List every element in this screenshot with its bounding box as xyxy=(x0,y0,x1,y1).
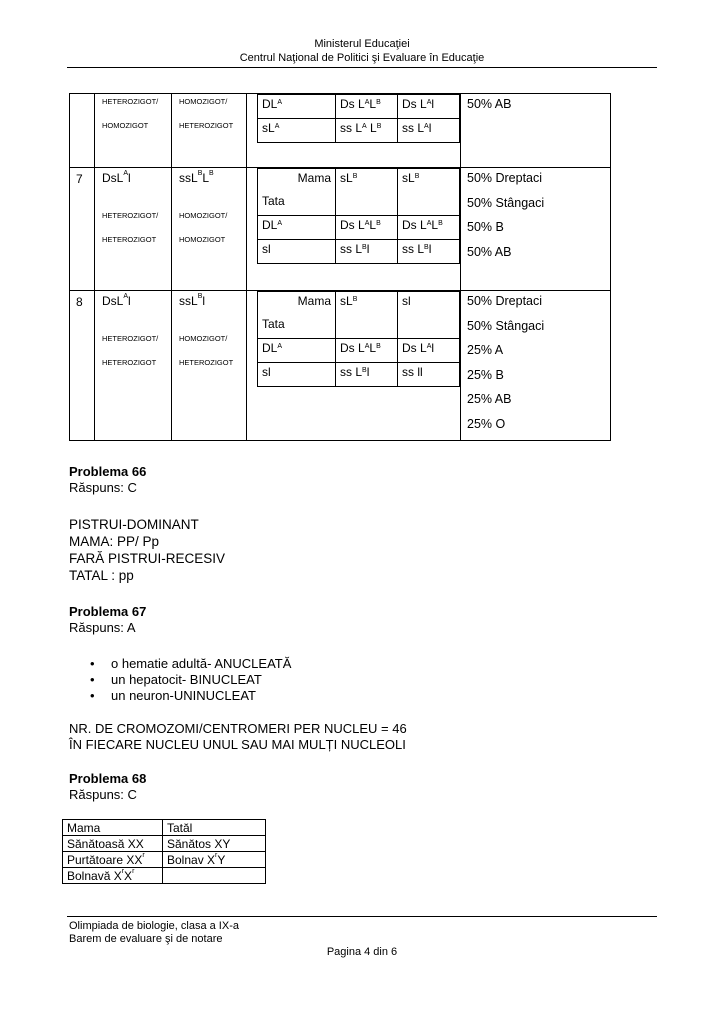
row-number xyxy=(70,291,95,441)
footer-barem: Barem de evaluare şi de notare xyxy=(69,933,223,945)
results-cell xyxy=(461,168,611,291)
result-line: 50% AB xyxy=(467,244,512,259)
zygosity-label: HOMOZIGOT/ xyxy=(179,97,228,106)
punnett-gamete-row: $DL^A$ xyxy=(258,95,336,119)
mother-genotype-cell xyxy=(95,168,172,291)
header-center: Centrul Naţional de Politici şi Evaluare în Educaţie xyxy=(239,52,485,64)
row-number-text: 7 xyxy=(76,172,83,186)
zygosity-label: HETEROZIGOT/ xyxy=(102,334,159,343)
footer-rule xyxy=(67,916,657,917)
punnett-offspring: Ds $L^Al$ xyxy=(398,339,460,363)
result-line: 50% Stângaci xyxy=(467,195,545,210)
result-line: 50% Dreptaci xyxy=(467,171,543,185)
zygosity-label: HETEROZIGOT/ xyxy=(102,97,159,106)
table-row xyxy=(70,94,611,168)
problem-67-line: ÎN FIECARE NUCLEU UNUL SAU MAI MULȚI NUCLEOLI xyxy=(69,737,406,752)
punnett-gamete-row: $DL^A$ xyxy=(258,339,336,363)
punnett-gamete-row: sl xyxy=(258,240,336,264)
table-cell: Bolnav $X^rY$ xyxy=(163,852,266,868)
footer-olympiad: Olimpiada de biologie, clasa a IX-a xyxy=(69,920,239,932)
zygosity-label: HOMOZIGOT/ xyxy=(179,334,228,343)
father-genotype: ssL$^B$l xyxy=(179,293,206,308)
punnett-square xyxy=(257,94,460,143)
problem-67-answer: Răspuns: A xyxy=(69,620,136,635)
zygosity-label: HETEROZIGOT xyxy=(102,235,157,244)
zygosity-label: HETEROZIGOT/ xyxy=(102,211,159,220)
punnett-square xyxy=(257,291,460,387)
punnett-corner xyxy=(258,292,336,339)
punnett-gamete-header: $sL^B$ xyxy=(398,169,460,216)
zygosity-label: HETEROZIGOT xyxy=(179,358,234,367)
mother-genotype-cell xyxy=(95,94,172,168)
mother-genotype: DsL$^A$l xyxy=(102,170,131,185)
results-cell xyxy=(461,94,611,168)
list-item: • un hepatocit- BINUCLEAT xyxy=(69,672,407,688)
mother-genotype-cell xyxy=(95,291,172,441)
result-line: 25% A xyxy=(467,343,504,357)
punnett-cell xyxy=(247,168,461,291)
punnett-tata-label: Tata xyxy=(262,194,285,208)
mother-genotype: DsL$^A$l xyxy=(102,293,131,308)
zygosity-label: HETEROZIGOT xyxy=(179,121,234,130)
zygosity-label: HOMOZIGOT xyxy=(179,235,226,244)
list-item: • un neuron-UNINUCLEAT xyxy=(69,688,407,704)
result-line: 50% B xyxy=(467,220,504,234)
table-header: Mama xyxy=(63,820,163,836)
punnett-offspring: ss $L^Al$ xyxy=(398,119,460,143)
header-ministry: Ministerul Educaţiei xyxy=(314,38,410,50)
punnett-gamete-row: $DL^A$ xyxy=(258,216,336,240)
result-line: 50% Dreptaci xyxy=(467,294,543,308)
problem-66-answer: Răspuns: C xyxy=(69,480,137,495)
table-row xyxy=(70,168,611,291)
problem-66-title: Problema 66 xyxy=(69,464,147,479)
problem-66-line: MAMA: PP/ Pp xyxy=(69,534,160,549)
father-genotype-cell xyxy=(172,94,247,168)
father-genotype-cell xyxy=(172,168,247,291)
problem-68-answer: Răspuns: C xyxy=(69,787,137,802)
punnett-gamete-row: $sL^A$ xyxy=(258,119,336,143)
result-line: 25% B xyxy=(467,367,504,382)
header-rule xyxy=(67,67,657,68)
problem-67-bullets xyxy=(69,656,407,704)
zygosity-label: HOMOZIGOT xyxy=(102,121,149,130)
table-cell: Bolnavă $X^rX^r$ xyxy=(63,868,163,884)
result-line: 50% Stângaci xyxy=(467,318,545,333)
punnett-offspring: ss $L^Bl$ xyxy=(336,240,398,264)
problem-66-line: FARĂ PISTRUI-RECESIV xyxy=(69,551,226,566)
table-row xyxy=(70,291,611,441)
punnett-gamete-header: $sL^B$ xyxy=(336,169,398,216)
results-cell xyxy=(461,291,611,441)
zygosity-label: HETEROZIGOT xyxy=(102,358,157,367)
punnett-corner xyxy=(258,169,336,216)
result-line: 50% AB xyxy=(467,97,512,111)
footer-page-number: Pagina 4 din 6 xyxy=(326,946,398,958)
problem-68-title: Problema 68 xyxy=(69,771,147,786)
punnett-offspring: Ds $L^AL^B$ xyxy=(336,95,398,119)
result-line: 25% AB xyxy=(467,392,512,406)
zygosity-label: HOMOZIGOT/ xyxy=(179,211,228,220)
punnett-offspring: ss $L^A$ $L^B$ xyxy=(336,119,398,143)
punnett-gamete-row: sl xyxy=(258,363,336,387)
punnett-offspring: Ds $L^Al$ xyxy=(398,95,460,119)
punnett-offspring: Ds $L^AL^B$ xyxy=(336,339,398,363)
punnett-offspring: ss ll xyxy=(398,363,460,387)
table-header: Tatăl xyxy=(163,820,266,836)
father-genotype-cell xyxy=(172,291,247,441)
result-line: 25% O xyxy=(467,416,506,431)
problem-67-line: NR. DE CROMOZOMI/CENTROMERI PER NUCLEU = 46 xyxy=(69,721,407,736)
father-genotype: $ssL^BL^B$ xyxy=(179,170,214,185)
row-number xyxy=(70,94,95,168)
punnett-offspring: Ds $L^AL^B$ xyxy=(398,216,460,240)
table-cell: Sănătos XY xyxy=(163,836,266,852)
punnett-tata-label: Tata xyxy=(262,317,285,331)
punnett-gamete-header: sl xyxy=(398,292,460,339)
punnett-gamete-header: $sL^B$ xyxy=(336,292,398,339)
punnett-mama-label: Mama xyxy=(297,171,331,185)
list-item: • o hematie adultă- ANUCLEATĂ xyxy=(69,656,407,672)
problem-67-title: Problema 67 xyxy=(69,604,147,619)
punnett-offspring: ss $L^Bl$ xyxy=(398,240,460,264)
row-number-text: 8 xyxy=(76,295,83,309)
table-cell: Sănătoasă XX xyxy=(63,836,163,852)
problem-66-line: PISTRUI-DOMINANT xyxy=(69,517,199,532)
row-number xyxy=(70,168,95,291)
problem-66-line: TATAL : pp xyxy=(69,568,134,583)
problem-68-table xyxy=(62,819,266,884)
punnett-offspring: Ds $L^AL^B$ xyxy=(336,216,398,240)
genetics-cross-table xyxy=(69,93,611,441)
table-cell: Purtătoare $XX^r$ xyxy=(63,852,163,868)
punnett-cell xyxy=(247,94,461,168)
punnett-cell xyxy=(247,291,461,441)
table-cell xyxy=(163,868,266,884)
punnett-square xyxy=(257,168,460,264)
punnett-mama-label: Mama xyxy=(297,294,331,308)
punnett-offspring: ss $L^Bl$ xyxy=(336,363,398,387)
